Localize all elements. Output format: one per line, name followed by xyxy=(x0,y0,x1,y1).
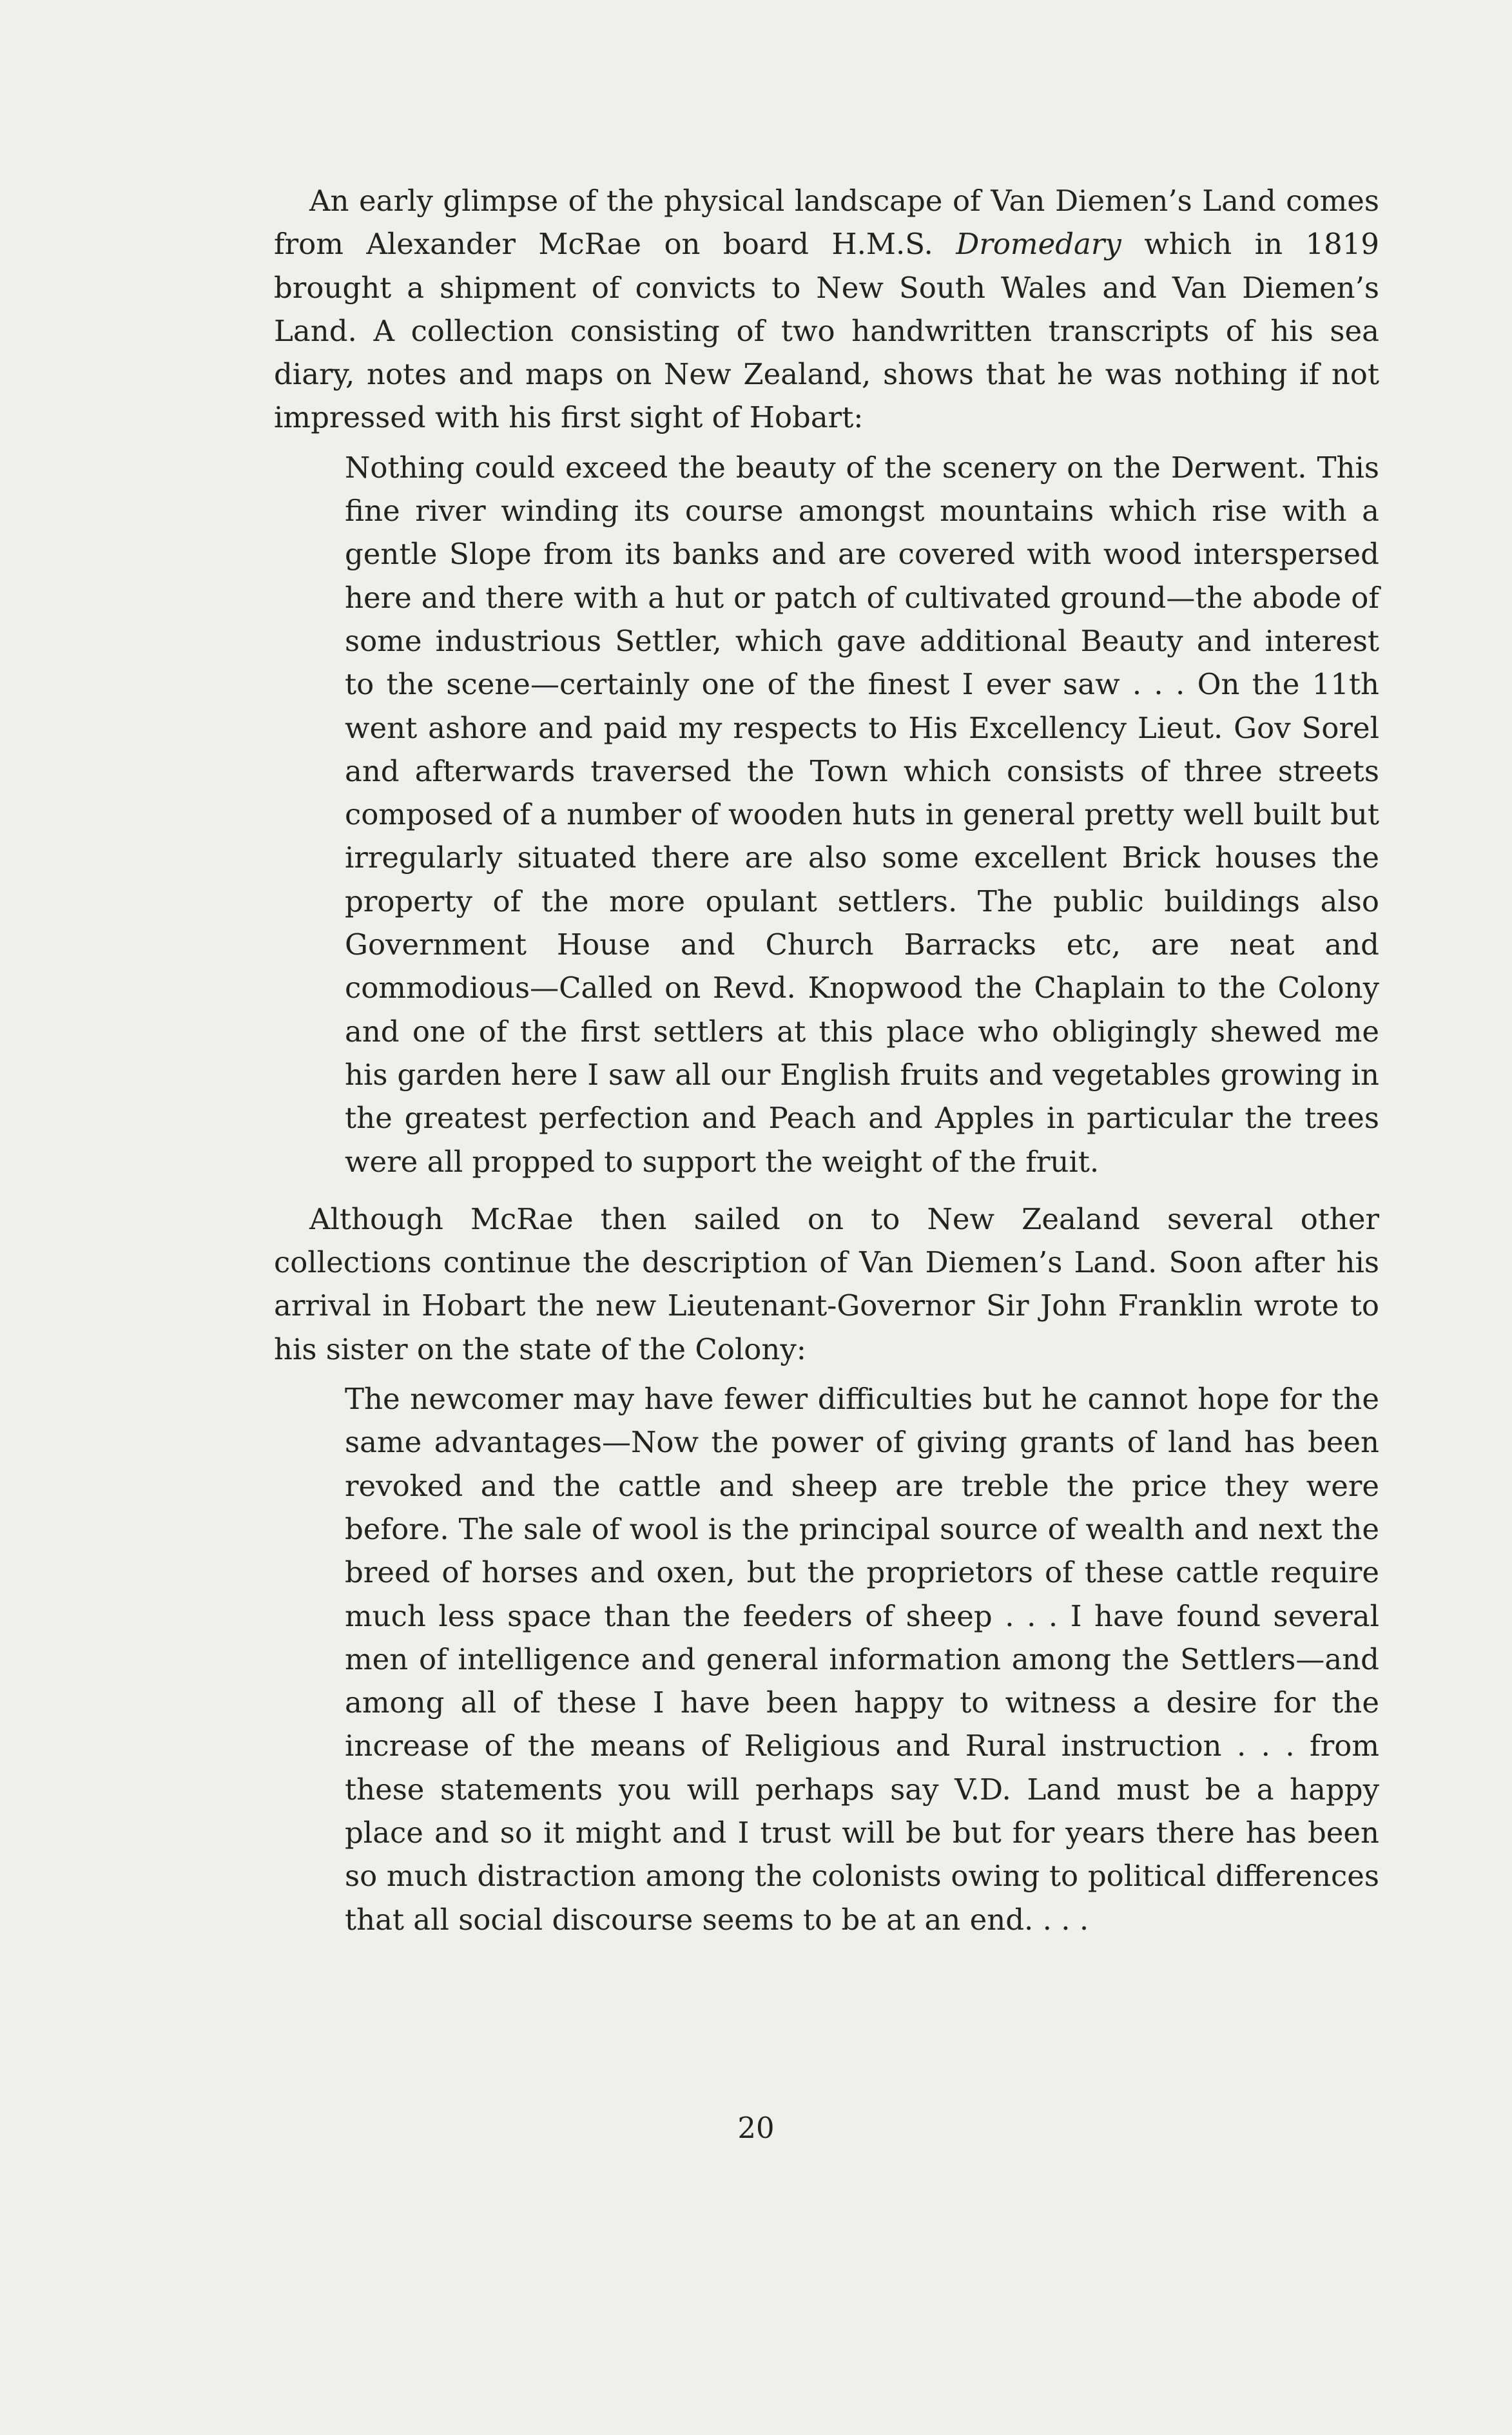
middle-paragraph: Although McRae then sailed on to New Zealand several other collections continue the description of Van Diemen’s Land. Soon after his arrival in Hobart the new Lieutenant-Governor Sir John Franklin wrote to his sister on the state of the Colony: xyxy=(274,1201,1379,1366)
page-body xyxy=(274,179,1379,1941)
intro-paragraph xyxy=(274,179,1379,440)
intro-text-start: An early glimpse of the physical landscape of Van Diemen’s Land comes from Alexander McRae on board H.M.S. xyxy=(274,184,1379,262)
page-number: 20 xyxy=(737,2111,775,2145)
intro-text-end: which in 1819 brought a shipment of convicts to New South Wales and Van Diemen’s Land. A collection consisting of two handwritten transcripts of his sea diary, notes and maps on New Zealand, shows that he was nothing if not impressed with his first sight of Hobart: xyxy=(274,227,1379,435)
ship-name: Dromedary xyxy=(956,227,1121,262)
franklin-quote: The newcomer may have fewer difficulties but he cannot hope for the same advantages—Now the power of giving grants of land has been revoked and the cattle and sheep are treble the price they were before. The sale of wool is the principal source of wealth and next the breed of horses and oxen, but the proprietors of these cattle require much less space than the feeders of sheep . . . I have found several men of intelligence and general information among the Settlers—and among all of these I have been happy to witness a desire for the increase of the means of Religious and Rural instruction . . . from these statements you will perhaps say V.D. Land must be a happy place and so it might and I trust will be but for years there has been so much distraction among the colonists owing to political differences that all social discourse seems to be at an end. . . . xyxy=(345,1382,1379,1937)
mcrae-quote: Nothing could exceed the beauty of the scenery on the Derwent. This fine river winding its course amongst mountains which rise with a gentle Slope from its banks and are covered with wood interspersed here and there with a hut or patch of cultivated ground—the abode of some industrious Settler, which gave additional Beauty and interest to the scene—certainly one of the finest I ever saw . . . On the 11th went ashore and paid my respects to His Excellency Lieut. Gov Sorel and afterwards traversed the Town which consists of three streets composed of a number of wooden huts in general pretty well built but irregularly situated there are also some excellent Brick houses the property of the more opulant settlers. The public buildings also Government House and Church Barracks etc, are neat and commodious—Called on Revd. Knopwood the Chaplain to the Colony and one of the first settlers at this place who obligingly shewed me his garden here I saw all our English fruits and vegetables growing in the greatest perfection and Peach and Apples in particular the trees were all propped to support the weight of the fruit. xyxy=(345,450,1379,1179)
